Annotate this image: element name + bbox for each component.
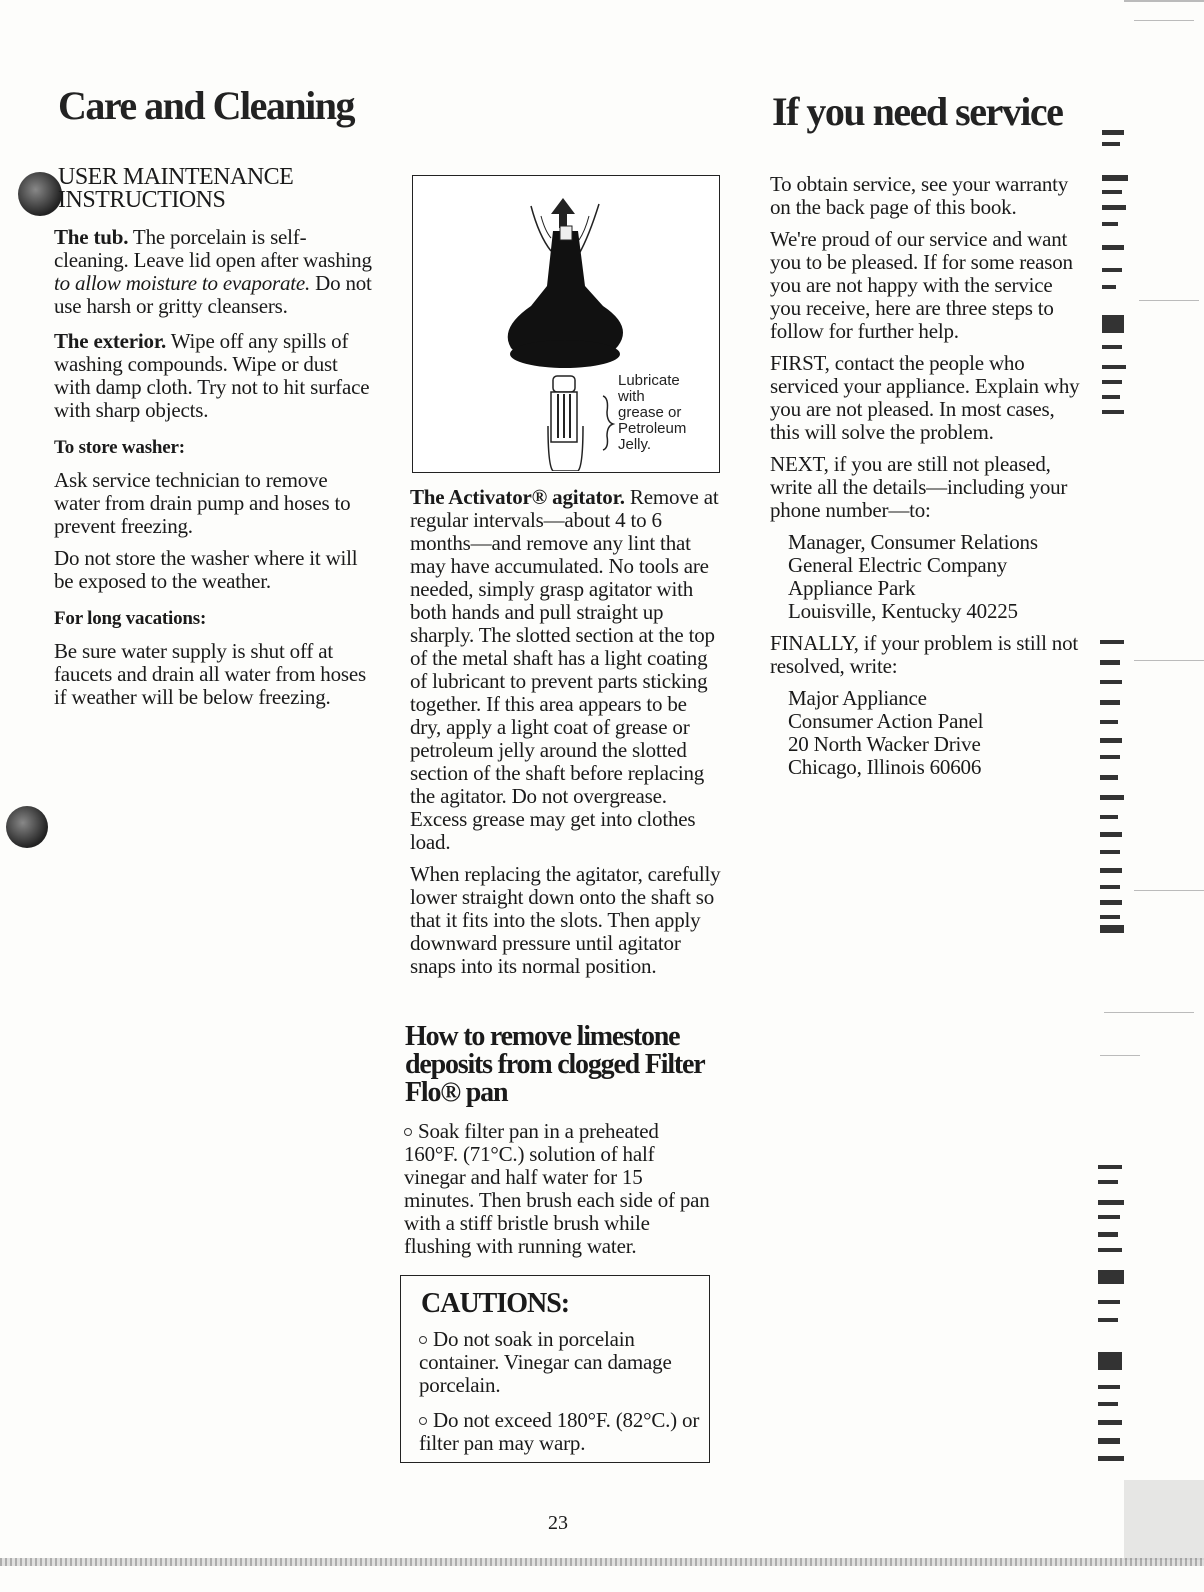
addr2-line2: Consumer Action Panel [788, 709, 984, 733]
limestone-heading: How to remove limestone deposits from clogged Filter Flo® pan [405, 1021, 704, 1108]
agitator-text: Remove at regular intervals—about 4 to 6 months—and remove any lint that may have accumulated. No tools are needed, simply grasp agitator with both hands and pull straight up sharply. The slotted section at the top of the metal shaft has a light coating of lubricant to prevent parts sticking together. If this area appears to be dry, apply a light coat of grease or petroleum jelly around the slotted section of the shaft before replacing the agitator. Do not overgrease. Excess grease may get into clothes load. [410, 485, 719, 854]
exterior-text: Wipe off any spills of washing compounds. Wipe or dust with damp cloth. Try not to hit surface with sharp objects. [54, 329, 370, 422]
replacing-paragraph: When replacing the agitator, carefully lower straight down onto the shaft so that it fits into the slots. Then apply downward pressure until agitator snaps into its normal position. [410, 862, 721, 978]
vacations-heading: For long vacations: [54, 608, 207, 629]
tub-text1: The porcelain is self-cleaning. Leave lid open after washing [54, 225, 372, 272]
maintenance-subheading [58, 166, 293, 212]
right-column-text [770, 173, 1082, 779]
limestone-bullet [404, 1120, 714, 1258]
action-panel-address [788, 687, 1082, 779]
tub-text-italic: to allow moisture to evaporate. [54, 271, 311, 295]
bullet-icon [419, 1336, 427, 1344]
addr1-line1: Manager, Consumer Relations [788, 530, 1038, 554]
agitator-figure [412, 175, 720, 473]
service-p1: To obtain service, see your warranty on the back page of this book. [770, 172, 1069, 219]
addr1-line3: Appliance Park [788, 576, 916, 600]
addr2-line1: Major Appliance [788, 686, 927, 710]
vacation-paragraph: Be sure water supply is shut off at faucets and drain all water from hoses if weather will be below freezing. [54, 639, 366, 709]
store-paragraph-2: Do not store the washer where it will be exposed to the weather. [54, 546, 358, 593]
callout-line1: Lubricate [618, 372, 680, 389]
service-title: If you need service [772, 89, 1063, 134]
tub-text2: Do not use harsh or gritty cleansers. [54, 271, 372, 318]
cautions-title: CAUTIONS: [421, 1288, 570, 1319]
cautions-box [400, 1275, 710, 1463]
tub-paragraph [54, 226, 374, 318]
caution-text-2: Do not exceed 180°F. (82°C.) or filter pan may warp. [419, 1408, 700, 1455]
callout-line3: grease or [618, 404, 682, 421]
scan-edge-artifacts [1094, 0, 1204, 1560]
caution-item-1 [419, 1328, 704, 1397]
bullet-icon [419, 1417, 427, 1425]
callout-line4: Petroleum [618, 420, 687, 437]
addr2-line4: Chicago, Illinois 60606 [788, 755, 982, 779]
consumer-relations-address [788, 531, 1082, 623]
punch-hole-middle [6, 806, 48, 848]
agitator-paragraph [410, 486, 722, 854]
bullet-icon [404, 1128, 412, 1136]
caution-item-2 [419, 1409, 704, 1455]
cautions-list [419, 1328, 704, 1464]
service-p5: FINALLY, if your problem is still not resolved, write: [770, 631, 1079, 678]
service-p3: FIRST, contact the people who serviced your appliance. Explain why you are not pleased. In most cases, this will solve the problem. [770, 351, 1080, 444]
callout-line2: with [618, 388, 645, 405]
store-washer-heading: To store washer: [54, 437, 185, 458]
addr1-line4: Louisville, Kentucky 40225 [788, 599, 1018, 623]
addr2-line3: 20 North Wacker Drive [788, 732, 981, 756]
exterior-lead: The exterior. [54, 329, 167, 353]
lubricate-callout [618, 373, 686, 453]
callout-line5: Jelly. [618, 436, 652, 453]
service-p2: We're proud of our service and want you to be pleased. If for some reason you are not happy with the service you receive, here are three steps to follow for further help. [770, 227, 1073, 343]
punch-hole-top [18, 172, 62, 216]
service-p4: NEXT, if you are still not pleased, write all the details—including your phone number—to: [770, 452, 1068, 522]
left-column-text [54, 226, 374, 718]
limestone-bullet-text: Soak filter pan in a preheated 160°F. (71°C.) solution of half vinegar and half water for 15 minutes. Then brush each side of pan with a stiff bristle brush while flushing with running water. [404, 1119, 710, 1258]
care-cleaning-title: Care and Cleaning [58, 83, 355, 128]
page-number: 23 [548, 1512, 568, 1534]
tub-lead: The tub. [54, 225, 129, 249]
subhead-line1: USER MAINTENANCE [58, 164, 294, 190]
agitator-lead: The Activator® agitator. [410, 485, 625, 509]
exterior-paragraph [54, 330, 374, 422]
store-paragraph-1: Ask service technician to remove water from drain pump and hoses to prevent freezing. [54, 468, 351, 538]
addr1-line2: General Electric Company [788, 553, 1008, 577]
bottom-scan-line [0, 1558, 1204, 1566]
subhead-line2: INSTRUCTIONS [58, 187, 226, 213]
middle-column-text [410, 486, 722, 987]
caution-text-1: Do not soak in porcelain container. Vinegar can damage porcelain. [419, 1327, 672, 1397]
